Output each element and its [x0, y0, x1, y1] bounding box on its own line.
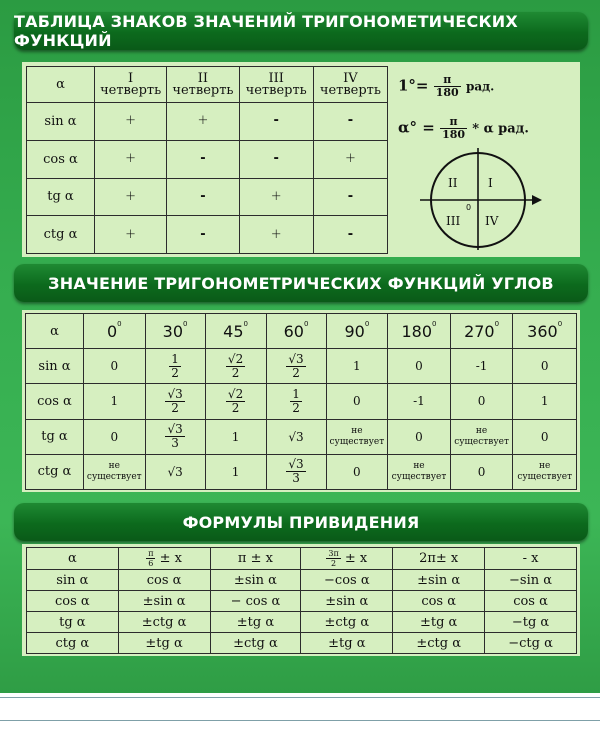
fraction-numerator: 1: [171, 351, 179, 366]
signs-row-label: tg α: [27, 178, 95, 216]
reduction-cell: −cos α: [301, 570, 393, 591]
undefined-label-line: не: [413, 460, 425, 471]
signs-row: [27, 103, 388, 141]
value-cell: 1: [205, 419, 266, 454]
reduction-row-label: cos α: [27, 591, 119, 612]
undefined-label-line: существует: [329, 436, 385, 447]
fraction-denominator: 2: [231, 365, 240, 380]
sign-cell: +: [94, 140, 166, 178]
section-title-signs-text: ТАБЛИЦА ЗНАКОВ ЗНАЧЕНИЙ ТРИГОНОМЕТИЧЕСКИХ ФУНКЦИЙ: [14, 12, 518, 50]
bottom-divider: [0, 720, 600, 721]
value-cell: 0: [388, 419, 451, 454]
sign-cell: -: [313, 103, 387, 141]
sign-cell: +: [94, 103, 166, 141]
sign-cell: +: [94, 178, 166, 216]
values-row-label: sin α: [26, 349, 84, 384]
reduction-row: [27, 633, 577, 654]
undefined-label-line: существует: [86, 471, 142, 482]
fraction-numerator: √2: [227, 386, 244, 401]
angle-header: $30^0$: [145, 314, 205, 349]
section-title-values: [14, 264, 588, 302]
undefined-label: [451, 426, 513, 448]
angle-header: $60^0$: [266, 314, 326, 349]
quarter-1-header: I четверть: [94, 67, 166, 103]
reduction-cell: cos α: [393, 591, 485, 612]
values-header-row: [26, 314, 577, 349]
sign-cell: -: [239, 103, 313, 141]
undefined-label: [327, 426, 388, 448]
fraction: [169, 353, 181, 380]
reduction-row-label: sin α: [27, 570, 119, 591]
value-cell: 0: [450, 454, 513, 489]
reduction-cell: −tg α: [485, 612, 577, 633]
signs-row-label: ctg α: [27, 216, 95, 254]
reduction-row: [27, 612, 577, 633]
sign-cell: -: [313, 216, 387, 254]
value-cell: 0: [388, 349, 451, 384]
reduction-row: [27, 570, 577, 591]
fraction-numerator: √3: [288, 457, 304, 472]
values-row-label: ctg α: [26, 454, 84, 489]
value-cell: [513, 454, 577, 489]
undefined-label-line: не: [108, 460, 120, 471]
values-row: [26, 419, 577, 454]
section-title-values-text: ЗНАЧЕНИЕ ТРИГОНОМЕТРИЧЕСКИХ ФУНКЦИЙ УГЛОВ: [48, 273, 554, 293]
section-title-reduction: [14, 503, 588, 541]
quadrant-2-label: II: [448, 176, 458, 190]
angle-header: $90^0$: [326, 314, 388, 349]
fraction-denominator: 3: [171, 436, 179, 451]
fraction: [286, 353, 305, 380]
sign-cell: +: [239, 178, 313, 216]
fraction-denominator: 2: [231, 400, 240, 415]
values-row: [26, 384, 577, 419]
undefined-label-line: существует: [454, 436, 509, 447]
fraction-denominator: 2: [171, 365, 179, 380]
undefined-label-line: не: [539, 460, 551, 471]
undefined-label: [513, 461, 576, 483]
signs-row-label: sin α: [27, 103, 95, 141]
value-cell: [326, 419, 388, 454]
angle-header: $360^0$: [513, 314, 577, 349]
fraction: [290, 388, 302, 415]
angle-to-radian-formula: α° = $\frac{\pi}{180}$ * α рад.: [398, 115, 529, 141]
value-cell: [83, 454, 145, 489]
sign-cell: -: [239, 140, 313, 178]
fraction-denominator: 3: [292, 471, 300, 486]
sign-cell: -: [167, 216, 239, 254]
value-cell: [205, 349, 266, 384]
value-cell: [266, 384, 326, 419]
reduction-cell: ±sin α: [118, 591, 210, 612]
origin-label: 0: [466, 203, 472, 212]
angle-header: $45^0$: [205, 314, 266, 349]
undefined-label-line: не: [351, 425, 363, 436]
value-cell: 0: [326, 384, 388, 419]
value-cell: 1: [205, 454, 266, 489]
fraction: [286, 458, 305, 485]
angle-header: $180^0$: [388, 314, 451, 349]
sign-cell: +: [239, 216, 313, 254]
reduction-cell: ±ctg α: [301, 612, 393, 633]
value-cell: 0: [450, 384, 513, 419]
fraction-numerator: √2: [227, 351, 244, 366]
reduction-cell: ±ctg α: [210, 633, 301, 654]
fraction-denominator: 2: [292, 365, 300, 380]
degree-to-radian-formula: 1°= $\frac{\pi}{180}$ рад.: [398, 73, 495, 99]
angle-header: $270^0$: [450, 314, 513, 349]
fraction-numerator: √3: [288, 351, 304, 366]
value-cell: [388, 454, 451, 489]
reduction-cell: cos α: [485, 591, 577, 612]
reduction-cell: cos α: [118, 570, 210, 591]
values-row-label: tg α: [26, 419, 84, 454]
signs-row: [27, 178, 388, 216]
x-axis-arrow-icon: [532, 195, 542, 205]
fraction: [165, 388, 184, 415]
reduction-row: [27, 591, 577, 612]
quarter-3-header: III четверть: [239, 67, 313, 103]
value-cell: [450, 419, 513, 454]
reduction-cell: ±sin α: [301, 591, 393, 612]
reduction-header-minus-x: - x: [485, 548, 577, 570]
value-cell: -1: [388, 384, 451, 419]
reduction-cell: ±tg α: [210, 612, 301, 633]
signs-row: [27, 216, 388, 254]
value-cell: 1: [513, 384, 577, 419]
quarter-2-header: II четверть: [167, 67, 239, 103]
quadrant-circle-diagram: [410, 148, 545, 252]
value-cell: [266, 454, 326, 489]
reduction-header-row: [27, 548, 577, 570]
reduction-cell: − cos α: [210, 591, 301, 612]
section-title-reduction-text: ФОРМУЛЫ ПРИВИДЕНИЯ: [182, 512, 420, 532]
reduction-corner: α: [27, 548, 119, 570]
fraction-numerator: √3: [167, 386, 183, 401]
undefined-label-line: существует: [517, 471, 573, 482]
quadrant-1-label: I: [488, 176, 493, 190]
values-row-label: cos α: [26, 384, 84, 419]
reduction-header-3pi2: $\frac{3\pi}{2}$ ± x: [301, 548, 393, 570]
signs-header-row: [27, 67, 388, 103]
signs-table: [26, 66, 388, 254]
undefined-label-line: не: [475, 425, 488, 436]
sign-cell: -: [167, 178, 239, 216]
value-cell: √3: [266, 419, 326, 454]
sign-cell: +: [313, 140, 387, 178]
reduction-cell: −ctg α: [485, 633, 577, 654]
reduction-header-2pi: 2π± x: [393, 548, 485, 570]
values-row: [26, 349, 577, 384]
fraction-denominator: 2: [292, 400, 300, 415]
reduction-table: [26, 547, 577, 654]
value-cell: 0: [513, 419, 577, 454]
value-cell: 1: [326, 349, 388, 384]
fraction: [226, 388, 245, 415]
reduction-cell: ±ctg α: [118, 612, 210, 633]
sign-cell: +: [94, 216, 166, 254]
reduction-row-label: tg α: [27, 612, 119, 633]
section-title-signs: [14, 12, 588, 50]
signs-row-label: cos α: [27, 140, 95, 178]
fraction: [165, 423, 184, 450]
reduction-header-pi6: $\frac{\pi}{6}$ ± x: [118, 548, 210, 570]
value-cell: 0: [83, 349, 145, 384]
fraction-numerator: 1: [292, 386, 300, 401]
quadrant-4-label: IV: [485, 214, 499, 228]
signs-row: [27, 140, 388, 178]
value-cell: 0: [326, 454, 388, 489]
value-cell: √3: [145, 454, 205, 489]
bottom-divider: [0, 697, 600, 698]
fraction-numerator: √3: [167, 422, 183, 437]
undefined-label-line: существует: [391, 471, 447, 482]
undefined-label: [84, 461, 145, 483]
quarter-4-header: IV четверть: [313, 67, 387, 103]
value-cell: [145, 384, 205, 419]
reduction-row-label: ctg α: [27, 633, 119, 654]
sign-cell: +: [167, 103, 239, 141]
values-corner: α: [26, 314, 84, 349]
value-cell: [145, 349, 205, 384]
reduction-cell: ±tg α: [393, 612, 485, 633]
reduction-cell: ±tg α: [301, 633, 393, 654]
fraction-denominator: 2: [171, 400, 179, 415]
value-cell: 0: [83, 419, 145, 454]
undefined-label: [388, 461, 450, 483]
sign-cell: -: [167, 140, 239, 178]
fraction: [226, 353, 245, 380]
value-cell: [266, 349, 326, 384]
value-cell: -1: [450, 349, 513, 384]
value-cell: 1: [83, 384, 145, 419]
signs-corner: α: [27, 67, 95, 103]
value-cell: [205, 384, 266, 419]
reduction-cell: ±sin α: [210, 570, 301, 591]
values-row: [26, 454, 577, 489]
value-cell: 0: [513, 349, 577, 384]
sign-cell: -: [313, 178, 387, 216]
reduction-cell: ±tg α: [118, 633, 210, 654]
quadrant-3-label: III: [446, 214, 461, 228]
reduction-cell: ±ctg α: [393, 633, 485, 654]
angle-header: $0^0$: [83, 314, 145, 349]
reduction-cell: −sin α: [485, 570, 577, 591]
value-cell: [145, 419, 205, 454]
reduction-header-pi: π ± x: [210, 548, 301, 570]
reduction-cell: ±sin α: [393, 570, 485, 591]
values-table: [25, 313, 577, 490]
